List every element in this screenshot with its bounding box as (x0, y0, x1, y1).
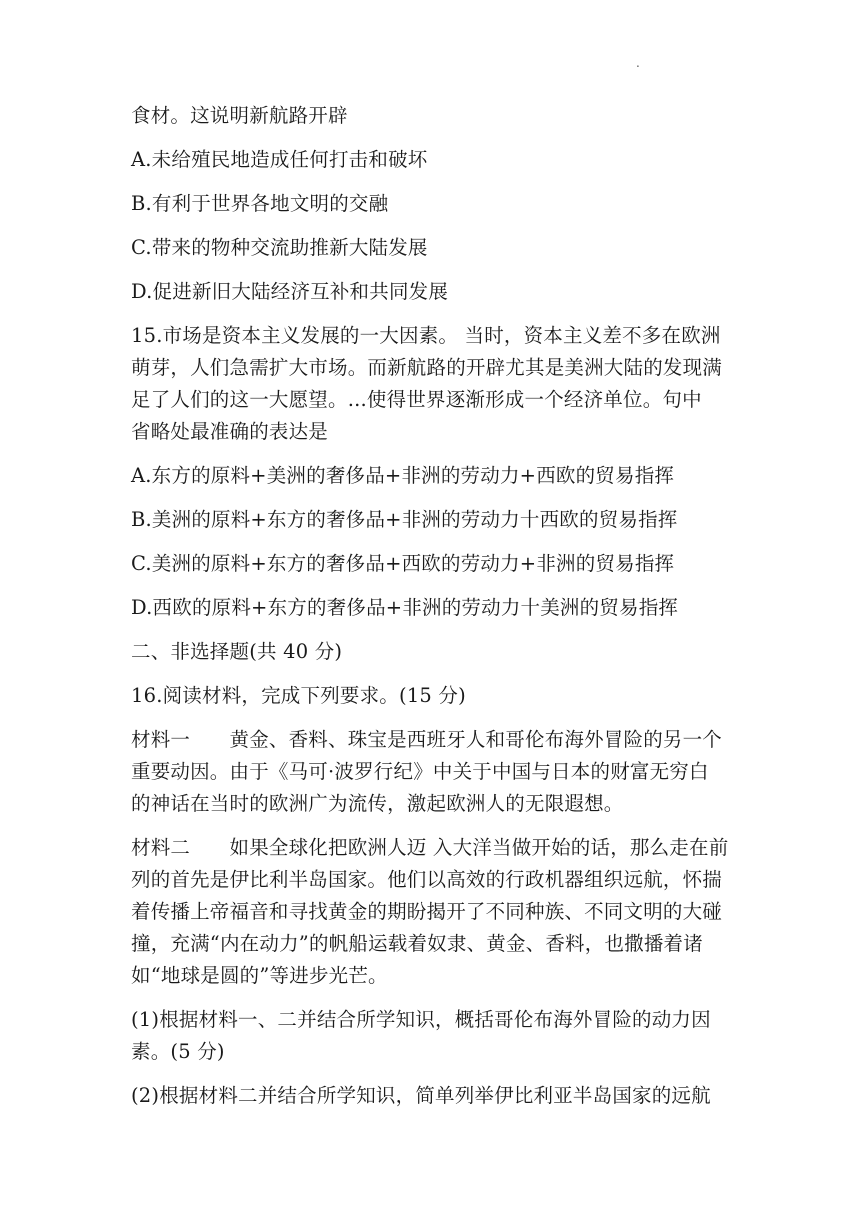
q14-option-c: C.带来的物种交流助推新大陆发展 (131, 236, 428, 259)
q16-stem: 16.阅读材料，完成下列要求。(15 分) (131, 684, 466, 707)
sub-question-line: (2)根据材料二并结合所学知识，简单列举伊比利亚半岛国家的远航 (131, 1084, 711, 1107)
q15-stem-line: 省略处最准确的表达是 (131, 420, 329, 443)
material-line: 的神话在当时的欧洲广为流传，激起欧洲人的无限遐想。 (131, 792, 624, 815)
document-page (131, 100, 741, 1112)
q14-option-d: D.促进新旧大陆经济互补和共同发展 (131, 280, 449, 303)
q15-stem (131, 320, 741, 448)
q16-sub-question-1 (131, 1004, 741, 1068)
q15-option-c: C.美洲的原料+东方的奢侈品+西欧的劳动力+非洲的贸易指挥 (131, 552, 675, 575)
q16-sub-question-2 (131, 1080, 741, 1112)
sub-question-line: (1)根据材料一、二并结合所学知识，概括哥伦布海外冒险的动力因 (131, 1008, 711, 1031)
material-line: 列的首先是伊比利半岛国家。他们以高效的行政机器组织远航，怀揣 (131, 868, 723, 891)
material-line: 材料二 如果全球化把欧洲人迈 入大洋当做开始的话，那么走在前 (131, 836, 729, 859)
q15-stem-line: 足了人们的这一大愿望。...使得世界逐渐形成一个经济单位。句中 (131, 388, 702, 411)
q15-stem-line: 15.市场是资本主义发展的一大因素。 当时，资本主义差不多在欧洲 (131, 324, 721, 347)
section-title: 二、非选择题(共 40 分) (131, 640, 343, 663)
q15-option-b: B.美洲的原料+东方的奢侈品+非洲的劳动力十西欧的贸易指挥 (131, 508, 678, 531)
material-line: 重要动因。由于《马可·波罗行纪》中关于中国与日本的财富无穷白 (131, 760, 709, 783)
q14-stem-end: 食材。这说明新航路开辟 (131, 104, 348, 127)
q15-stem-line: 萌芽，人们急需扩大市场。而新航路的开辟尤其是美洲大陆的发现满 (131, 356, 723, 379)
material-line: 材料一 黄金、香料、珠宝是西班牙人和哥伦布海外冒险的另一个 (131, 728, 723, 751)
q16-material-1 (131, 724, 741, 820)
material-line: 如“地球是圆的”等进步光芒。 (131, 964, 388, 987)
q16-material-2 (131, 832, 741, 992)
material-line: 撞，充满“内在动力”的帆船运载着奴隶、黄金、香料，也撒播着诸 (131, 932, 703, 955)
q15-option-d: D.西欧的原料+东方的奢侈品+非洲的劳动力十美洲的贸易指挥 (131, 596, 679, 619)
page-mark: . (636, 56, 640, 70)
q14-option-b: B.有利于世界各地文明的交融 (131, 192, 389, 215)
q15-option-a: A.东方的原料+美洲的奢侈品+非洲的劳动力+西欧的贸易指挥 (131, 464, 675, 487)
material-line: 着传播上帝福音和寻找黄金的期盼揭开了不同种族、不同文明的大碰 (131, 900, 723, 923)
sub-question-line: 素。(5 分) (131, 1040, 225, 1063)
q14-option-a: A.未给殖民地造成任何打击和破坏 (131, 148, 428, 171)
